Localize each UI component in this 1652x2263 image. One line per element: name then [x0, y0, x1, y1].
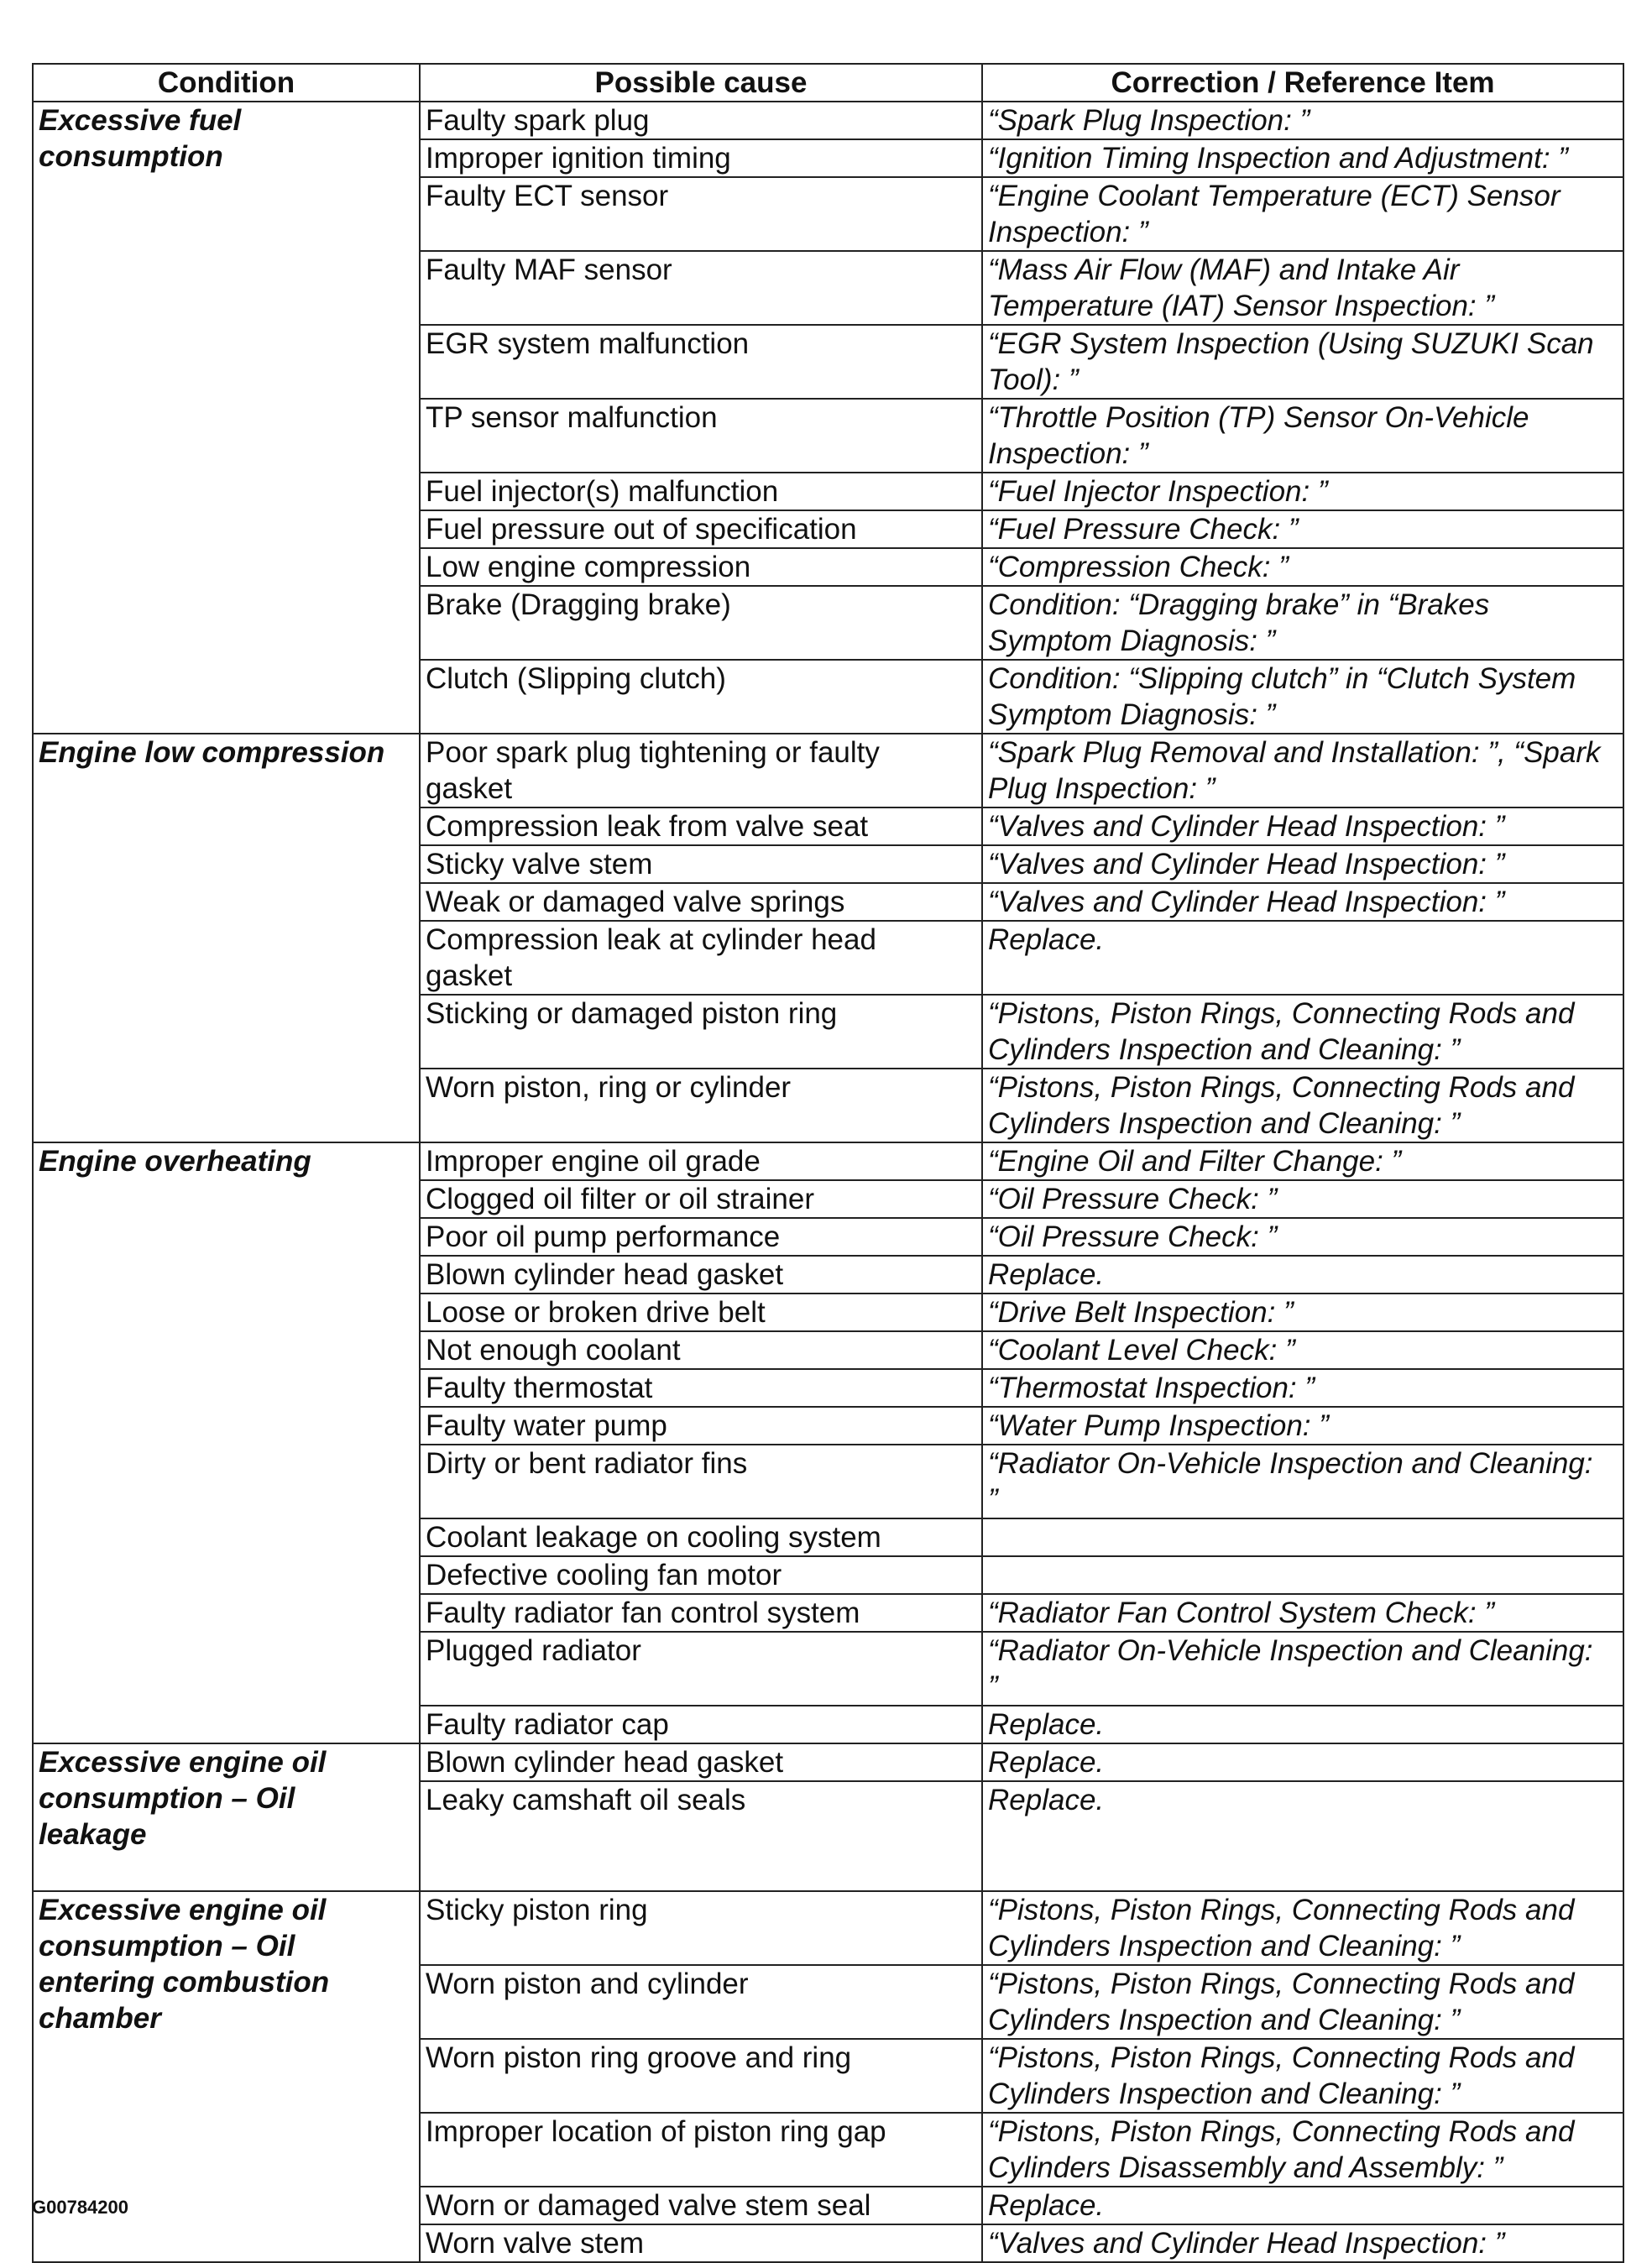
cause-cell — [420, 1256, 982, 1294]
correction-text: “Radiator On-Vehicle Inspection and Cleaning: — [988, 1447, 1593, 1480]
cause-cell — [420, 139, 982, 177]
correction-text: “Throttle Position (TP) Sensor On-Vehicle — [988, 401, 1529, 434]
cause-text: Sticking or damaged piston ring — [426, 997, 838, 1030]
table-row — [33, 1142, 1623, 1180]
correction-cell — [982, 139, 1623, 177]
correction-text: “Pistons, Piston Rings, Connecting Rods and — [988, 1968, 1575, 2000]
cause-text — [426, 1854, 976, 1890]
correction-text: “EGR System Inspection (Using SUZUKI Scan — [988, 327, 1594, 360]
cause-text: Defective cooling fan motor — [426, 1559, 782, 1591]
correction-text: Tool): ” — [988, 363, 1079, 396]
cause-cell — [420, 1294, 982, 1331]
cause-text: Coolant leakage on cooling system — [426, 1521, 881, 1554]
diagnosis-table — [32, 63, 1624, 2263]
cause-text: gasket — [426, 772, 513, 805]
condition-text: consumption — [39, 140, 223, 173]
correction-text: Cylinders Inspection and Cleaning: ” — [988, 1033, 1461, 1066]
cause-cell — [420, 548, 982, 586]
cause-cell — [420, 325, 982, 399]
cause-text: Clogged oil filter or oil strainer — [426, 1183, 814, 1215]
correction-text: “Water Pump Inspection: ” — [988, 1409, 1329, 1442]
condition-text: entering combustion — [39, 1966, 330, 1999]
correction-cell — [982, 1142, 1623, 1180]
correction-cell — [982, 586, 1623, 660]
correction-text: Plug Inspection: ” — [988, 772, 1215, 805]
correction-text: “Compression Check: ” — [988, 551, 1289, 583]
correction-text: Replace. — [988, 1746, 1105, 1779]
condition-text: Engine overheating — [39, 1145, 311, 1178]
correction-text: “Radiator On-Vehicle Inspection and Cleaning: — [988, 1634, 1593, 1667]
correction-text: “Fuel Pressure Check: ” — [988, 513, 1299, 546]
correction-cell — [982, 548, 1623, 586]
correction-text: Temperature (IAT) Sensor Inspection: ” — [988, 290, 1495, 322]
cause-text: Faulty water pump — [426, 1409, 667, 1442]
correction-text: Cylinders Inspection and Cleaning: ” — [988, 1107, 1461, 1140]
cause-cell — [420, 2224, 982, 2262]
correction-cell — [982, 325, 1623, 399]
correction-cell — [982, 1331, 1623, 1369]
correction-cell — [982, 2039, 1623, 2113]
cause-text: Poor oil pump performance — [426, 1220, 781, 1253]
correction-cell — [982, 1180, 1623, 1218]
cause-cell — [420, 1632, 982, 1706]
correction-text: “Oil Pressure Check: ” — [988, 1183, 1278, 1215]
correction-text: Cylinders Disassembly and Assembly: ” — [988, 2151, 1503, 2184]
correction-text: Cylinders Inspection and Cleaning: ” — [988, 2004, 1461, 2036]
cause-text: Worn valve stem — [426, 2227, 644, 2260]
cause-cell — [420, 1965, 982, 2039]
cause-cell — [420, 586, 982, 660]
correction-text: “Radiator Fan Control System Check: ” — [988, 1597, 1494, 1629]
cause-cell — [420, 1781, 982, 1891]
correction-text — [988, 1519, 1618, 1555]
correction-text: “Oil Pressure Check: ” — [988, 1220, 1278, 1253]
correction-text: “Spark Plug Inspection: ” — [988, 104, 1310, 137]
table-body — [33, 102, 1623, 2262]
correction-cell — [982, 995, 1623, 1069]
correction-text: Condition: “Dragging brake” in “Brakes — [988, 588, 1490, 621]
correction-cell — [982, 845, 1623, 883]
correction-text: “Pistons, Piston Rings, Connecting Rods and — [988, 1894, 1575, 1926]
table-row — [33, 734, 1623, 807]
cause-text: Faulty spark plug — [426, 104, 650, 137]
correction-text: Symptom Diagnosis: ” — [988, 698, 1276, 731]
correction-cell — [982, 102, 1623, 139]
cause-cell — [420, 883, 982, 921]
correction-text: Symptom Diagnosis: ” — [988, 625, 1276, 657]
condition-cell — [33, 102, 420, 734]
correction-text: “Pistons, Piston Rings, Connecting Rods and — [988, 1071, 1575, 1104]
header-row — [33, 64, 1623, 102]
cause-text: TP sensor malfunction — [426, 401, 718, 434]
correction-text: “Engine Oil and Filter Change: ” — [988, 1145, 1402, 1178]
cause-cell — [420, 1518, 982, 1556]
correction-cell — [982, 1445, 1623, 1518]
table-row — [33, 102, 1623, 139]
header-possible-cause: Possible cause — [420, 64, 982, 102]
cause-text: Plugged radiator — [426, 1634, 641, 1667]
cause-text: Blown cylinder head gasket — [426, 1258, 784, 1291]
condition-text: Excessive engine oil — [39, 1746, 327, 1779]
correction-text: “Valves and Cylinder Head Inspection: ” — [988, 810, 1505, 843]
cause-text: gasket — [426, 959, 513, 992]
correction-text: Replace. — [988, 1784, 1105, 1816]
cause-text: Not enough coolant — [426, 1334, 681, 1367]
correction-cell — [982, 807, 1623, 845]
cause-cell — [420, 1445, 982, 1518]
correction-cell — [982, 883, 1623, 921]
cause-cell — [420, 2039, 982, 2113]
correction-cell — [982, 177, 1623, 251]
correction-text: “Coolant Level Check: ” — [988, 1334, 1295, 1367]
correction-cell — [982, 1891, 1623, 1965]
cause-text: Faulty MAF sensor — [426, 253, 672, 286]
correction-cell — [982, 1706, 1623, 1743]
correction-cell — [982, 1369, 1623, 1407]
correction-text: “Pistons, Piston Rings, Connecting Rods and — [988, 2041, 1575, 2074]
correction-cell — [982, 2187, 1623, 2224]
correction-text: “Thermostat Inspection: ” — [988, 1372, 1315, 1404]
correction-text: “Valves and Cylinder Head Inspection: ” — [988, 848, 1505, 881]
cause-cell — [420, 2187, 982, 2224]
correction-cell — [982, 1781, 1623, 1891]
correction-cell — [982, 1594, 1623, 1632]
cause-cell — [420, 1069, 982, 1142]
cause-text: Blown cylinder head gasket — [426, 1746, 784, 1779]
correction-text: ” — [988, 1483, 998, 1516]
cause-cell — [420, 1142, 982, 1180]
cause-text: Brake (Dragging brake) — [426, 588, 731, 621]
cause-text: Low engine compression — [426, 551, 751, 583]
correction-cell — [982, 2113, 1623, 2187]
cause-text: Compression leak from valve seat — [426, 810, 869, 843]
cause-text: Fuel injector(s) malfunction — [426, 475, 779, 508]
cause-text: Improper location of piston ring gap — [426, 2115, 886, 2148]
correction-cell — [982, 1965, 1623, 2039]
document-id: G00784200 — [32, 2197, 128, 2218]
correction-cell — [982, 1632, 1623, 1706]
condition-cell — [33, 734, 420, 1142]
cause-text: Worn piston ring groove and ring — [426, 2041, 852, 2074]
header-condition: Condition — [33, 64, 420, 102]
correction-text: “Valves and Cylinder Head Inspection: ” — [988, 886, 1505, 918]
cause-text: Faulty radiator fan control system — [426, 1597, 860, 1629]
correction-cell — [982, 1556, 1623, 1594]
condition-cell — [33, 1142, 420, 1743]
correction-cell — [982, 1743, 1623, 1781]
correction-text: Replace. — [988, 2189, 1105, 2222]
correction-text: Inspection: ” — [988, 216, 1148, 248]
correction-text: “Engine Coolant Temperature (ECT) Sensor — [988, 180, 1561, 212]
cause-cell — [420, 1218, 982, 1256]
condition-text: Engine low compression — [39, 736, 385, 769]
cause-text: Improper engine oil grade — [426, 1145, 761, 1178]
cause-cell — [420, 1594, 982, 1632]
correction-text: “Ignition Timing Inspection and Adjustment: ” — [988, 142, 1568, 175]
correction-text — [988, 958, 1618, 994]
correction-cell — [982, 1256, 1623, 1294]
cause-cell — [420, 473, 982, 510]
correction-cell — [982, 1518, 1623, 1556]
condition-text: consumption – Oil — [39, 1930, 295, 1962]
correction-text: “Fuel Injector Inspection: ” — [988, 475, 1328, 508]
cause-text: Clutch (Slipping clutch) — [426, 662, 726, 695]
cause-cell — [420, 1556, 982, 1594]
cause-text: Fuel pressure out of specification — [426, 513, 857, 546]
header-correction: Correction / Reference Item — [982, 64, 1623, 102]
correction-text: Cylinders Inspection and Cleaning: ” — [988, 2077, 1461, 2110]
cause-text: Compression leak at cylinder head — [426, 923, 876, 956]
correction-cell — [982, 1294, 1623, 1331]
cause-text: Worn or damaged valve stem seal — [426, 2189, 871, 2222]
cause-text: Faulty radiator cap — [426, 1708, 669, 1741]
cause-cell — [420, 251, 982, 325]
correction-text: Replace. — [988, 923, 1105, 956]
correction-text: Inspection: ” — [988, 437, 1148, 470]
cause-text: Loose or broken drive belt — [426, 1296, 766, 1329]
condition-text: Excessive fuel — [39, 104, 242, 137]
correction-text — [988, 1854, 1618, 1890]
cause-cell — [420, 660, 982, 734]
cause-cell — [420, 807, 982, 845]
correction-text: “Spark Plug Removal and Installation: ”, “Spark — [988, 736, 1601, 769]
table-row — [33, 1743, 1623, 1781]
table-row — [33, 1891, 1623, 1965]
cause-cell — [420, 921, 982, 995]
correction-cell — [982, 1218, 1623, 1256]
condition-text: chamber — [39, 2002, 161, 2035]
cause-cell — [420, 1407, 982, 1445]
cause-text — [426, 1818, 976, 1854]
cause-cell — [420, 177, 982, 251]
cause-cell — [420, 995, 982, 1069]
cause-text: Dirty or bent radiator fins — [426, 1447, 748, 1480]
correction-text: “Drive Belt Inspection: ” — [988, 1296, 1294, 1329]
cause-text: Worn piston, ring or cylinder — [426, 1071, 792, 1104]
cause-text: EGR system malfunction — [426, 327, 750, 360]
correction-cell — [982, 473, 1623, 510]
cause-cell — [420, 1706, 982, 1743]
correction-text: ” — [988, 1670, 998, 1703]
cause-text: Worn piston and cylinder — [426, 1968, 749, 2000]
correction-text: Replace. — [988, 1708, 1105, 1741]
correction-cell — [982, 1069, 1623, 1142]
condition-text: leakage — [39, 1818, 147, 1851]
correction-text: “Pistons, Piston Rings, Connecting Rods and — [988, 2115, 1575, 2148]
cause-cell — [420, 102, 982, 139]
correction-cell — [982, 734, 1623, 807]
correction-cell — [982, 660, 1623, 734]
correction-cell — [982, 510, 1623, 548]
cause-cell — [420, 510, 982, 548]
cause-cell — [420, 1891, 982, 1965]
cause-cell — [420, 399, 982, 473]
cause-text: Faulty ECT sensor — [426, 180, 669, 212]
correction-text: Condition: “Slipping clutch” in “Clutch System — [988, 662, 1576, 695]
correction-cell — [982, 921, 1623, 995]
cause-cell — [420, 845, 982, 883]
cause-cell — [420, 1369, 982, 1407]
cause-text: Weak or damaged valve springs — [426, 886, 845, 918]
cause-cell — [420, 2113, 982, 2187]
correction-text: Replace. — [988, 1258, 1105, 1291]
cause-cell — [420, 1331, 982, 1369]
cause-text: Improper ignition timing — [426, 142, 731, 175]
correction-text: “Pistons, Piston Rings, Connecting Rods and — [988, 997, 1575, 1030]
cause-cell — [420, 1743, 982, 1781]
correction-text: “Mass Air Flow (MAF) and Intake Air — [988, 253, 1460, 286]
condition-text: consumption – Oil — [39, 1782, 295, 1815]
cause-text: Leaky camshaft oil seals — [426, 1784, 746, 1816]
correction-cell — [982, 1407, 1623, 1445]
condition-cell — [33, 1743, 420, 1891]
condition-text: Excessive engine oil — [39, 1894, 327, 1926]
correction-cell — [982, 399, 1623, 473]
cause-text: Poor spark plug tightening or faulty — [426, 736, 880, 769]
cause-cell — [420, 1180, 982, 1218]
correction-cell — [982, 251, 1623, 325]
cause-text: Sticky valve stem — [426, 848, 653, 881]
correction-text: Cylinders Inspection and Cleaning: ” — [988, 1930, 1461, 1962]
cause-text: Sticky piston ring — [426, 1894, 648, 1926]
correction-text — [988, 1818, 1618, 1854]
cause-text: Faulty thermostat — [426, 1372, 653, 1404]
correction-text: “Valves and Cylinder Head Inspection: ” — [988, 2227, 1505, 2260]
correction-text — [988, 1557, 1618, 1593]
cause-cell — [420, 734, 982, 807]
correction-cell — [982, 2224, 1623, 2262]
